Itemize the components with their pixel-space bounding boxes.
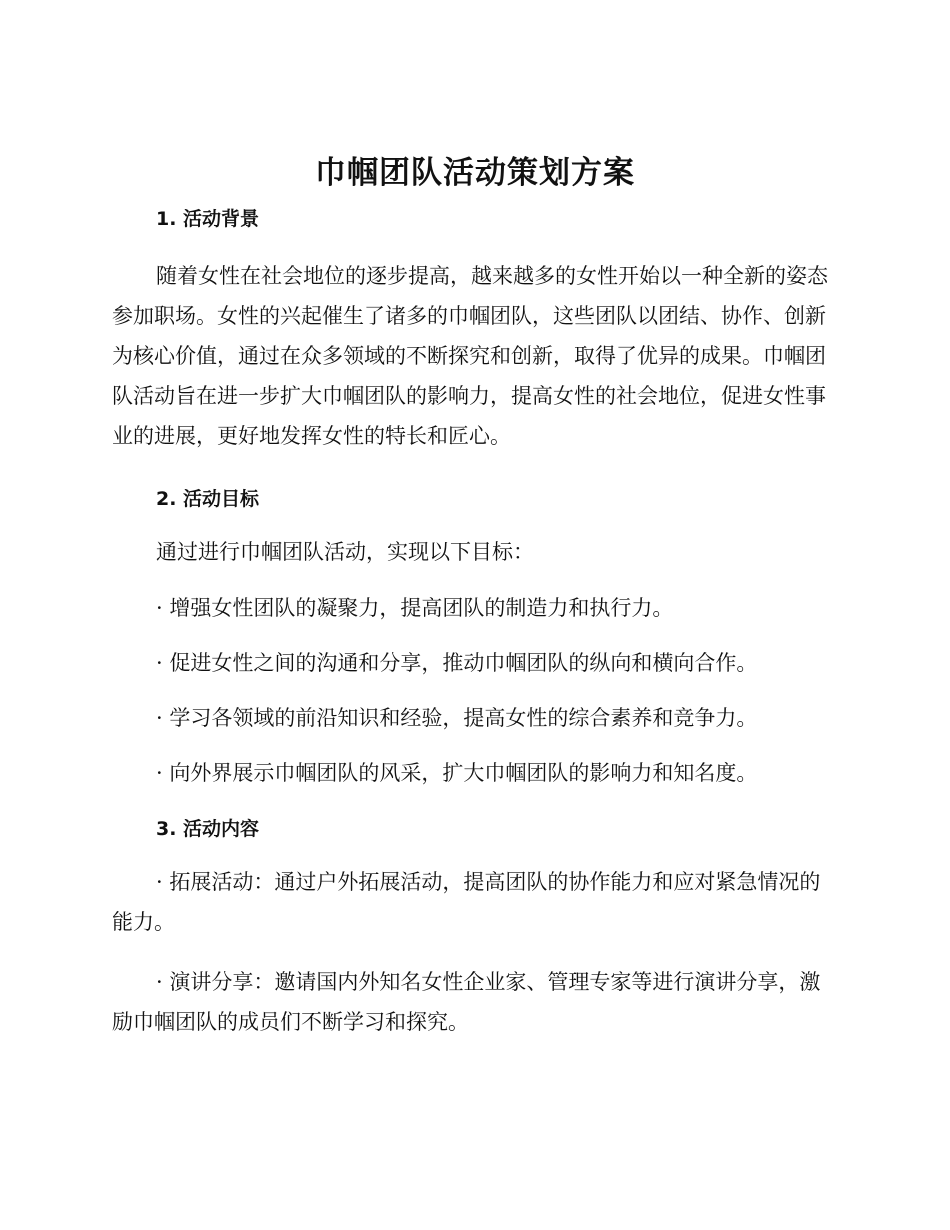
goal-item-3: · 学习各领域的前沿知识和经验，提高女性的综合素养和竞争力。 bbox=[156, 706, 758, 730]
document-title: 巾帼团队活动策划方案 bbox=[315, 155, 635, 191]
content-item-outdoor: · 拓展活动：通过户外拓展活动，提高团队的协作能力和应对紧急情况的能力。 bbox=[112, 870, 821, 934]
background-paragraph: 随着女性在社会地位的逐步提高，越来越多的女性开始以一种全新的姿态参加职场。女性的兴起催生了诸多的巾帼团队，这些团队以团结、协作、创新为核心价值，通过在众多领域的不断探究和创新，取得了优异的成果。巾帼团队活动旨在进一步扩大巾帼团队的影响力，提高女性的社会地位，促进女性事业的进展，更好地发挥女性的特长和匠心。 bbox=[112, 264, 828, 448]
goal-item-2: · 促进女性之间的沟通和分享，推动巾帼团队的纵向和横向合作。 bbox=[156, 651, 758, 675]
section-heading-background: 1. 活动背景 bbox=[156, 208, 260, 230]
goals-intro: 通过进行巾帼团队活动，实现以下目标： bbox=[156, 540, 534, 564]
goal-item-1: · 增强女性团队的凝聚力，提高团队的制造力和执行力。 bbox=[156, 596, 674, 620]
content-item-speech: · 演讲分享：邀请国内外知名女性企业家、管理专家等进行演讲分享，激励巾帼团队的成员们不断学习和探究。 bbox=[112, 970, 821, 1034]
goal-item-4: · 向外界展示巾帼团队的风采，扩大巾帼团队的影响力和知名度。 bbox=[156, 761, 758, 785]
section-heading-goals: 2. 活动目标 bbox=[156, 488, 260, 510]
section-heading-content: 3. 活动内容 bbox=[156, 818, 260, 840]
